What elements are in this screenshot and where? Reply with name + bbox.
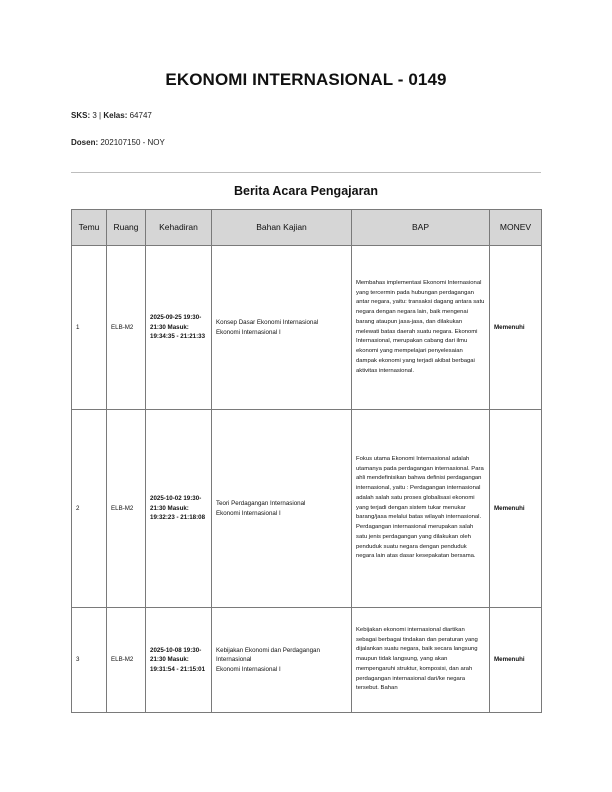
kehadiran-cell: 2025-10-08 19:30-21:30 Masuk: 19:31:54 - 21:15:01 — [146, 608, 212, 713]
bap-cell — [352, 410, 490, 608]
kelas-label: Kelas: — [103, 111, 128, 120]
temu-cell: 3 — [72, 608, 107, 713]
monev-cell: Memenuhi — [490, 246, 542, 410]
kelas-value: 64747 — [129, 111, 152, 120]
bap-text: Kebijakan ekonomi internasional diartikan sebagai berbagai tindakan dan peraturan yang dijalankan suatu negara, baik secara langsung maupun tidak langsung, yang akan mempengaruhi struktur, komposisi, dan arah perdagangan internasional dari/ke negara tersebut. Bahan — [356, 626, 478, 692]
sks-label: SKS: — [71, 111, 91, 120]
monev-cell: Memenuhi — [490, 410, 542, 608]
bahan-kajian-cell — [212, 410, 352, 608]
table-row — [72, 246, 542, 410]
course-info — [71, 111, 152, 120]
bap-cell — [352, 608, 490, 713]
table-header-row — [72, 210, 542, 246]
section-title: Berita Acara Pengajaran — [233, 184, 379, 198]
bap-table — [71, 209, 542, 713]
table-row — [72, 410, 542, 608]
column-header-ruang: Ruang — [107, 210, 146, 246]
column-header-bahan-kajian: Bahan Kajian — [212, 210, 352, 246]
bahan-kajian-course: Ekonomi Internasional I — [216, 665, 281, 673]
table-row — [72, 608, 542, 713]
separator: | — [99, 111, 102, 120]
kehadiran-cell: 2025-09-25 19:30-21:30 Masuk: 19:34:35 - 21:21:33 — [146, 246, 212, 410]
sks-value: 3 — [92, 111, 97, 120]
bahan-kajian-topic: Konsep Dasar Ekonomi Internasional — [216, 318, 319, 326]
column-header-temu: Temu — [72, 210, 107, 246]
dosen-label: Dosen: — [71, 138, 99, 147]
column-header-kehadiran: Kehadiran — [146, 210, 212, 246]
bahan-kajian-topic: Kebijakan Ekonomi dan Perdagangan Internasional — [216, 646, 320, 664]
bahan-kajian-topic: Teori Perdagangan Internasional — [216, 499, 306, 507]
bap-text: Membahas implementasi Ekonomi Internasional yang tercermin pada hubungan perdagangan antar negara, yaitu: transaksi dagang antara satu negara dengan negara lain, baik mengenai barang ataupun jasa-jasa, dan dilakukan melewati batas daerah suatu negara. Ekonomi Internasional, merupakan cabang dari ilmu ekonomi yang mempelajari penyelesaian dampak ekonomi yang terjadi akibat berbagai aktivitas internasional. — [356, 279, 485, 374]
divider — [71, 172, 541, 173]
dosen-value: 202107150 - NOY — [100, 138, 165, 147]
page-title: EKONOMI INTERNASIONAL - 0149 — [165, 70, 447, 89]
column-header-monev: MONEV — [490, 210, 542, 246]
temu-cell: 2 — [72, 410, 107, 608]
ruang-cell: ELB-M2 — [107, 246, 146, 410]
kehadiran-cell: 2025-10-02 19:30-21:30 Masuk: 19:32:23 - 21:18:08 — [146, 410, 212, 608]
monev-cell: Memenuhi — [490, 608, 542, 713]
temu-cell: 1 — [72, 246, 107, 410]
column-header-bap: BAP — [352, 210, 490, 246]
bap-text: Fokus utama Ekonomi Internasional adalah utamanya pada perdagangan internasional. Para ahli mendefinisikan bahwa definisi perdagangan internasional, yaitu : Perdagangan internasional adalah salah satu proses globalisasi ekonomi yang terjadi dengan sistem tukar menukar barang/jasa melalui batas wilayah internasional. Perdagangan internasional merupakan salah satu jenis perdagangan yang dilakukan oleh penduduk suatu negara dengan penduduk negara lain atas dasar kesepakatan bersama. — [356, 455, 484, 560]
bahan-kajian-course: Ekonomi Internasional I — [216, 509, 281, 517]
ruang-cell: ELB-M2 — [107, 608, 146, 713]
bap-cell — [352, 246, 490, 410]
ruang-cell: ELB-M2 — [107, 410, 146, 608]
bahan-kajian-cell — [212, 246, 352, 410]
bahan-kajian-cell — [212, 608, 352, 713]
lecturer-info — [71, 138, 165, 147]
bahan-kajian-course: Ekonomi Internasional I — [216, 328, 281, 336]
